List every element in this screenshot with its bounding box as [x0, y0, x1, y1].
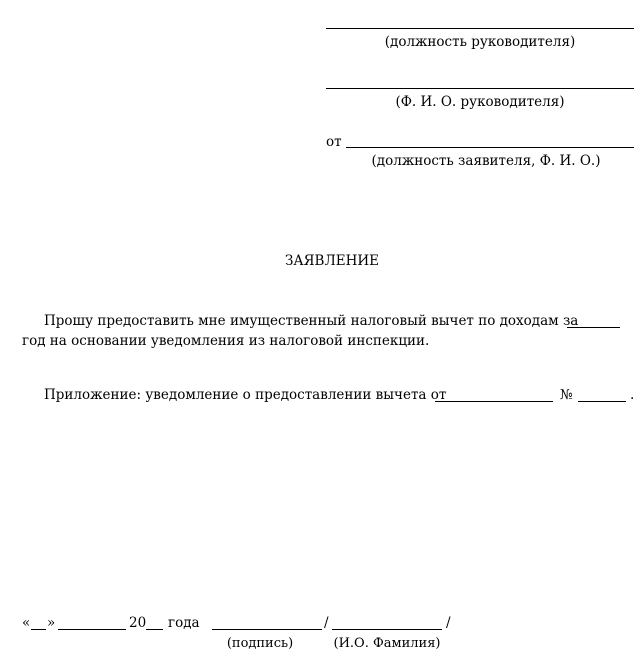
body-line-2: год на основании уведомления из налоговой инспекции.: [22, 333, 430, 349]
date-day-line[interactable]: [31, 629, 46, 630]
attachment-date-line[interactable]: [435, 401, 553, 402]
name-caption: (И.О. Фамилия): [333, 636, 441, 651]
date-year-line[interactable]: [146, 629, 163, 630]
year-blank-line[interactable]: [567, 327, 620, 328]
signature-slash-2: /: [446, 615, 451, 631]
date-year-prefix: 20: [129, 615, 147, 631]
date-month-line[interactable]: [58, 629, 126, 630]
full-name-line[interactable]: [332, 629, 442, 630]
manager-position-caption: (должность руководителя): [384, 34, 576, 50]
applicant-caption: (должность заявителя, Ф. И. О.): [371, 153, 601, 169]
attachment-period: .: [630, 387, 635, 403]
document-title: ЗАЯВЛЕНИЕ: [285, 253, 379, 269]
attachment-number-line[interactable]: [578, 401, 626, 402]
signature-line[interactable]: [212, 629, 322, 630]
number-sign: №: [560, 387, 573, 403]
date-quote-close: »: [47, 615, 56, 631]
from-label: от: [326, 134, 342, 150]
date-quote-open: «: [22, 615, 31, 631]
signature-slash-1: /: [324, 615, 329, 631]
manager-position-line[interactable]: [326, 28, 634, 29]
manager-name-caption: (Ф. И. О. руководителя): [395, 94, 565, 110]
signature-caption: (подпись): [226, 636, 294, 651]
date-year-suffix: года: [168, 615, 200, 631]
manager-name-line[interactable]: [326, 88, 634, 89]
body-line-1: Прошу предоставить мне имущественный налоговый вычет по доходам за: [44, 313, 579, 329]
attachment-text: Приложение: уведомление о предоставлении вычета от: [44, 387, 447, 403]
applicant-line[interactable]: [346, 147, 634, 148]
